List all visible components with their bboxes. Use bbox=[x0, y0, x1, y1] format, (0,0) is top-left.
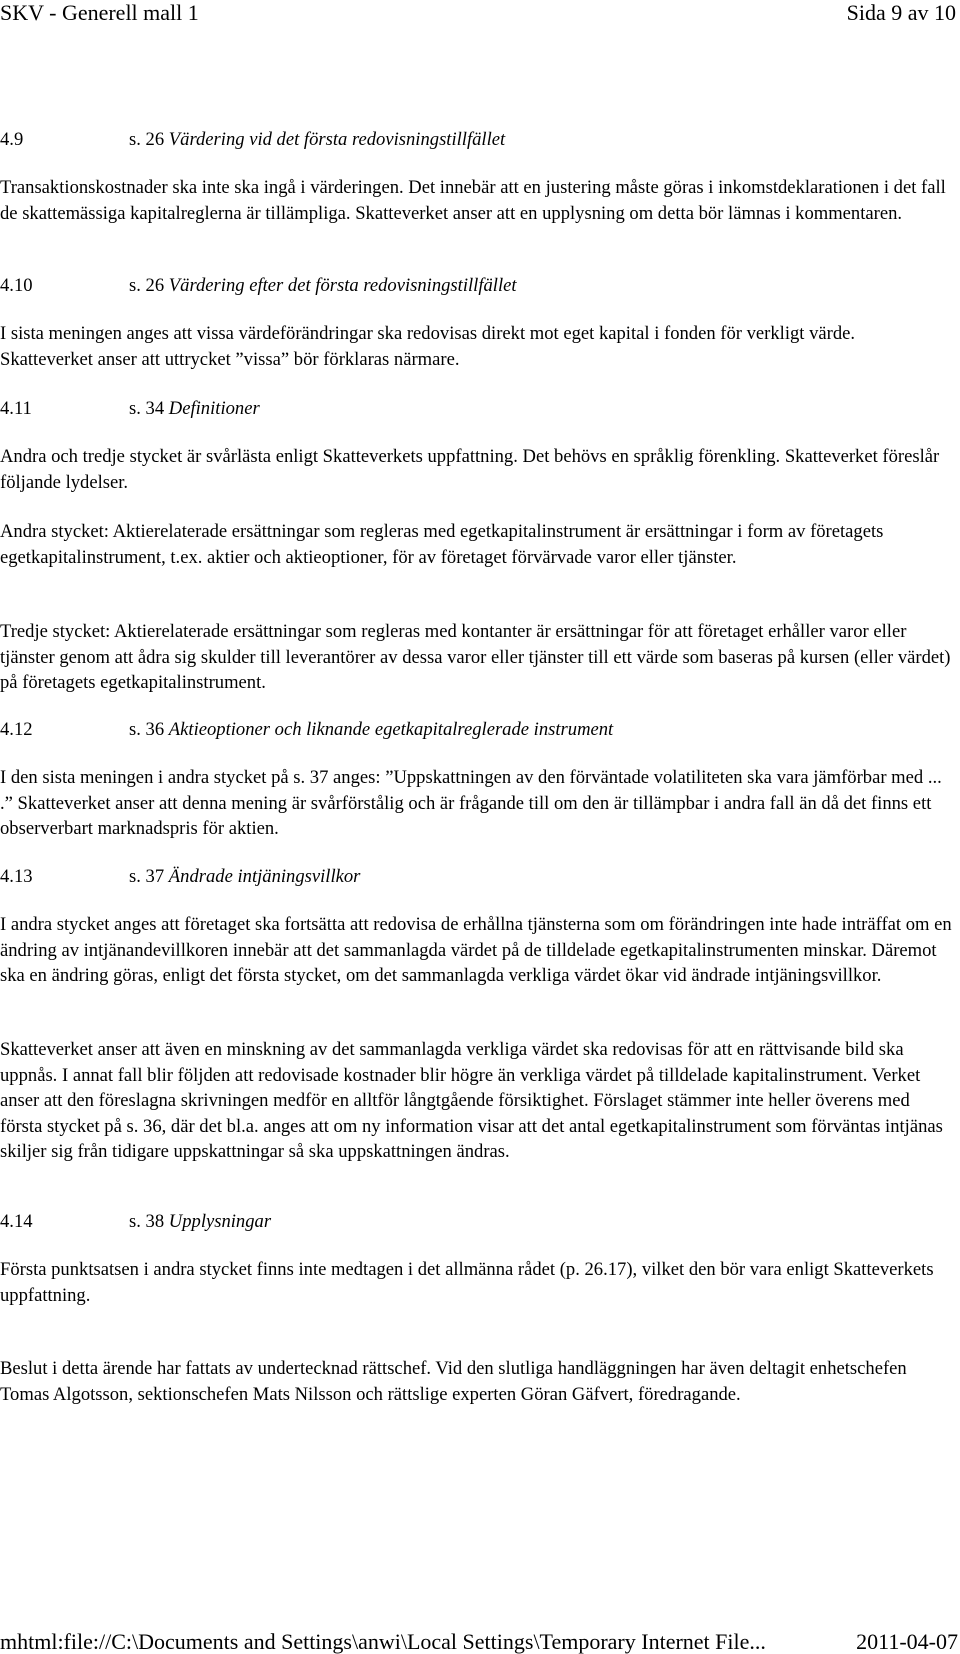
section-title: Värdering vid det första redovisningstillfället bbox=[168, 129, 506, 150]
section-reference: s. 38 Upplysningar bbox=[129, 1211, 272, 1232]
paragraph: Skatteverket anser att även en minskning av det sammanlagda verkliga värdet ska redovisas för att en rättvisande bild ska uppnås. I annat fall blir följden att redovisade kostnader blir högre än verkliga värdet på tilldelade kapitalinstrument. Verket anser att den föreslagna skrivningen medför en alltför långtgående försiktighet. Förslaget stämmer inte heller överens med första stycket på s. 36, där det bl.a. anges att om ny information visar att det antal egetkapitalinstrument som förväntas intjänas skiljer sig från tidigare uppskattningar så ska uppskattningen ändras. bbox=[0, 1039, 943, 1163]
print-date: 2011-04-07 bbox=[856, 1629, 958, 1654]
section-title: Definitioner bbox=[168, 398, 260, 419]
paragraph: Andra stycket: Aktierelaterade ersättningar som regleras med egetkapitalinstrument är ersättningar i form av företagets egetkapitalinstrument, t.ex. aktier och aktieoptioner, för av företaget förvärvade varor eller tjänster. bbox=[0, 521, 884, 568]
paragraph: Andra och tredje stycket är svårlästa enligt Skatteverkets uppfattning. Det behövs en språklig förenkling. Skatteverket föreslår följande lydelser. bbox=[0, 446, 940, 493]
section-number: 4.14 bbox=[0, 1211, 33, 1232]
section-reference: s. 26 Värdering vid det första redovisningstillfället bbox=[129, 129, 506, 150]
section-number: 4.10 bbox=[0, 275, 33, 296]
paragraph: Första punktsatsen i andra stycket finns inte medtagen i det allmänna rådet (p. 26.17), vilket den bör vara enligt Skatteverkets uppfattning. bbox=[0, 1259, 934, 1306]
section-number: 4.9 bbox=[0, 129, 24, 150]
paragraph: I sista meningen anges att vissa värdeförändringar ska redovisas direkt mot eget kapital i fonden för verkligt värde. Skatteverket anser att uttrycket ”vissa” bör förklaras närmare. bbox=[0, 323, 856, 370]
section-title: Värdering efter det första redovisningstillfället bbox=[168, 275, 517, 296]
paragraph: Tredje stycket: Aktierelaterade ersättningar som regleras med kontanter är ersättningar för att företaget erhåller varor eller tjänster genom att ådra sig skulder till leverantörer av dessa varor eller tjänster till ett värde som baseras på kursen (eller värdet) på företagets egetkapitalinstrument. bbox=[0, 621, 951, 694]
section-number: 4.11 bbox=[0, 398, 32, 419]
paragraph: Transaktionskostnader ska inte ska ingå i värderingen. Det innebär att en justering måste göras i inkomstdeklarationen i det fall de skattemässiga kapitalreglerna är tillämpliga. Skatteverket anser att en upplysning om detta bör lämnas i kommentaren. bbox=[0, 177, 946, 224]
section-number: 4.12 bbox=[0, 719, 33, 740]
section-reference: s. 37 Ändrade intjäningsvillkor bbox=[129, 866, 361, 887]
section-title: Ändrade intjäningsvillkor bbox=[168, 866, 361, 887]
section-number: 4.13 bbox=[0, 866, 33, 887]
page-footer bbox=[0, 1629, 960, 1654]
document-title: SKV - Generell mall 1 bbox=[0, 0, 199, 25]
page-indicator: Sida 9 av 10 bbox=[846, 0, 956, 25]
section-reference: s. 26 Värdering efter det första redovisningstillfället bbox=[129, 275, 517, 296]
section-reference: s. 34 Definitioner bbox=[129, 398, 260, 419]
page-header bbox=[0, 0, 960, 26]
paragraph: I den sista meningen i andra stycket på s. 37 anges: ”Uppskattningen av den förväntade volatiliteten ska vara jämförbar med ... .” Skatteverket anser att denna mening är svårförstålig och är frågande till om den är tillämpbar i andra fall än då det finns ett observerbart marknadspris för aktien. bbox=[0, 767, 942, 840]
source-path: mhtml:file://C:\Documents and Settings\anwi\Local Settings\Temporary Internet File... bbox=[0, 1629, 766, 1654]
closing-paragraph: Beslut i detta ärende har fattats av undertecknad rättschef. Vid den slutliga handläggningen har även deltagit enhetschefen Tomas Algotsson, sektionschefen Mats Nilsson och rättslige experten Göran Gäfvert, föredragande. bbox=[0, 1358, 907, 1405]
paragraph: I andra stycket anges att företaget ska fortsätta att redovisa de erhållna tjänsterna som om förändringen inte hade inträffat om en ändring av intjänandevillkoren innebär att det sammanlagda värdet på de tilldelade egetkapitalinstrumenten minskar. Däremot ska en ändring göras, enligt det första stycket, om det sammanlagda verkliga värdet ökar vid ändrade intjäningsvillkor. bbox=[0, 914, 952, 987]
section-title: Upplysningar bbox=[168, 1211, 272, 1232]
section-title: Aktieoptioner och liknande egetkapitalreglerade instrument bbox=[168, 719, 614, 740]
section-reference: s. 36 Aktieoptioner och liknande egetkapitalreglerade instrument bbox=[129, 719, 614, 740]
